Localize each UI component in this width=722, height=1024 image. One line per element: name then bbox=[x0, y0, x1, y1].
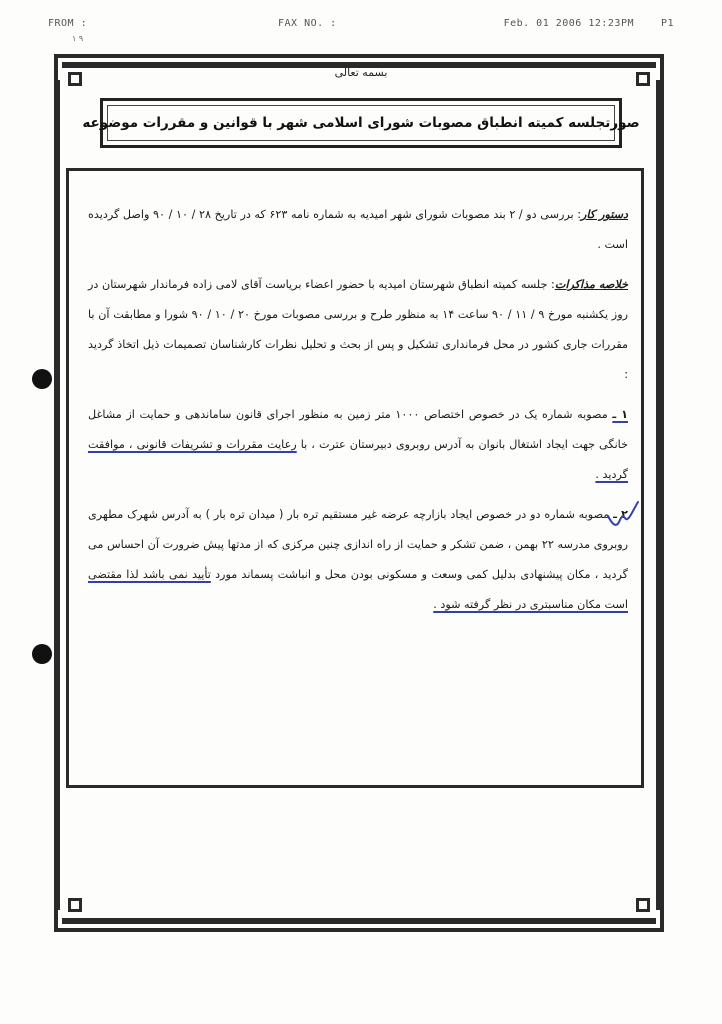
item-1-text: مصوبه شماره یک در خصوص اختصاص ۱۰۰۰ متر زمین به منظور اجرای قانون ساماندهی و حمایت از مشاغل خانگی جهت ایجاد اشتغال بانوان به آدرس روبروی دبیرستان عترت ، با bbox=[88, 408, 629, 451]
fax-from: FROM : bbox=[48, 18, 88, 29]
fax-number: FAX NO. : bbox=[278, 18, 337, 29]
fax-date: Feb. 01 2006 12:23PM bbox=[503, 18, 634, 29]
frame-side-right bbox=[656, 80, 662, 910]
item-2-number: ۲ ـ bbox=[613, 508, 628, 521]
summary-label: خلاصه مذاکرات bbox=[554, 278, 628, 291]
frame-corner bbox=[636, 898, 650, 912]
summary-paragraph bbox=[88, 270, 628, 390]
frame-corner bbox=[68, 898, 82, 912]
punch-hole bbox=[32, 369, 52, 389]
document-title: صورتجلسه کمیته انطباق مصوبات شورای اسلامی شهر با قوانین و مقررات موضوعه bbox=[82, 115, 640, 131]
item-2-paragraph bbox=[88, 500, 628, 620]
punch-hole bbox=[32, 644, 52, 664]
title-box bbox=[82, 98, 640, 148]
item-1-number: ۱ ـ bbox=[612, 408, 629, 421]
frame-side-left bbox=[54, 80, 60, 910]
fax-mark: ٩ ١ bbox=[72, 34, 84, 43]
agenda-paragraph bbox=[88, 200, 628, 260]
summary-text: : جلسه کمیته انطباق شهرستان امیدیه با حضور اعضاء بریاست آقای لامی زاده فرماندار شهرستان در روز یکشنبه مورخ ۹ / ۱۱ / ۹۰ ساعت ۱۴ به منظور طرح و بررسی مصوبات مورخ ۲۰ / ۱۰ / ۹۰ شورا و مطابقت آن با مقررات جاری کشور در محل فرمانداری تشکیل و پس از بحث و تحلیل نظرات کارشناسان تصمیمات ذیل اتخاذ گردید : bbox=[88, 278, 629, 381]
item-2-text: مصوبه شماره دو در خصوص ایجاد بازارچه عرضه غیر مستقیم تره بار ( میدان تره بار ) به آدرس شهرک مطهری روبروی مدرسه ۲۲ بهمن ، ضمن تشکر و حمایت از راه اندازی چنین مرکزی که از مدتها پیش ضرورت آن احساس می گردید ، مکان پیشنهادی بدلیل کمی وسعت و مسکونی بودن محل و انباشت پسماند مورد bbox=[88, 508, 629, 581]
item-1-paragraph bbox=[88, 400, 628, 490]
agenda-label: دستور کار bbox=[581, 208, 628, 221]
minutes-body bbox=[88, 200, 628, 630]
agenda-text: : بررسی دو / ۲ بند مصوبات شورای شهر امیدیه به شماره نامه ۶۲۳ که در تاریخ ۲۸ / ۱۰ / ۹۰ واصل گردیده است . bbox=[88, 208, 628, 251]
fax-header bbox=[48, 18, 674, 32]
basmala: بسمه تعالی bbox=[334, 66, 388, 79]
fax-page-number: P1 bbox=[660, 18, 674, 29]
item-2-decision: تأیید نمی باشد لذا مقتضی است مکان مناسبتری در نظر گرفته شود . bbox=[88, 568, 628, 611]
frame-band-bottom bbox=[62, 918, 656, 924]
handwritten-check-icon bbox=[606, 498, 640, 532]
item-1-decision: رعایت مقررات و تشریفات قانونی ، موافقت گردید . bbox=[88, 438, 628, 481]
